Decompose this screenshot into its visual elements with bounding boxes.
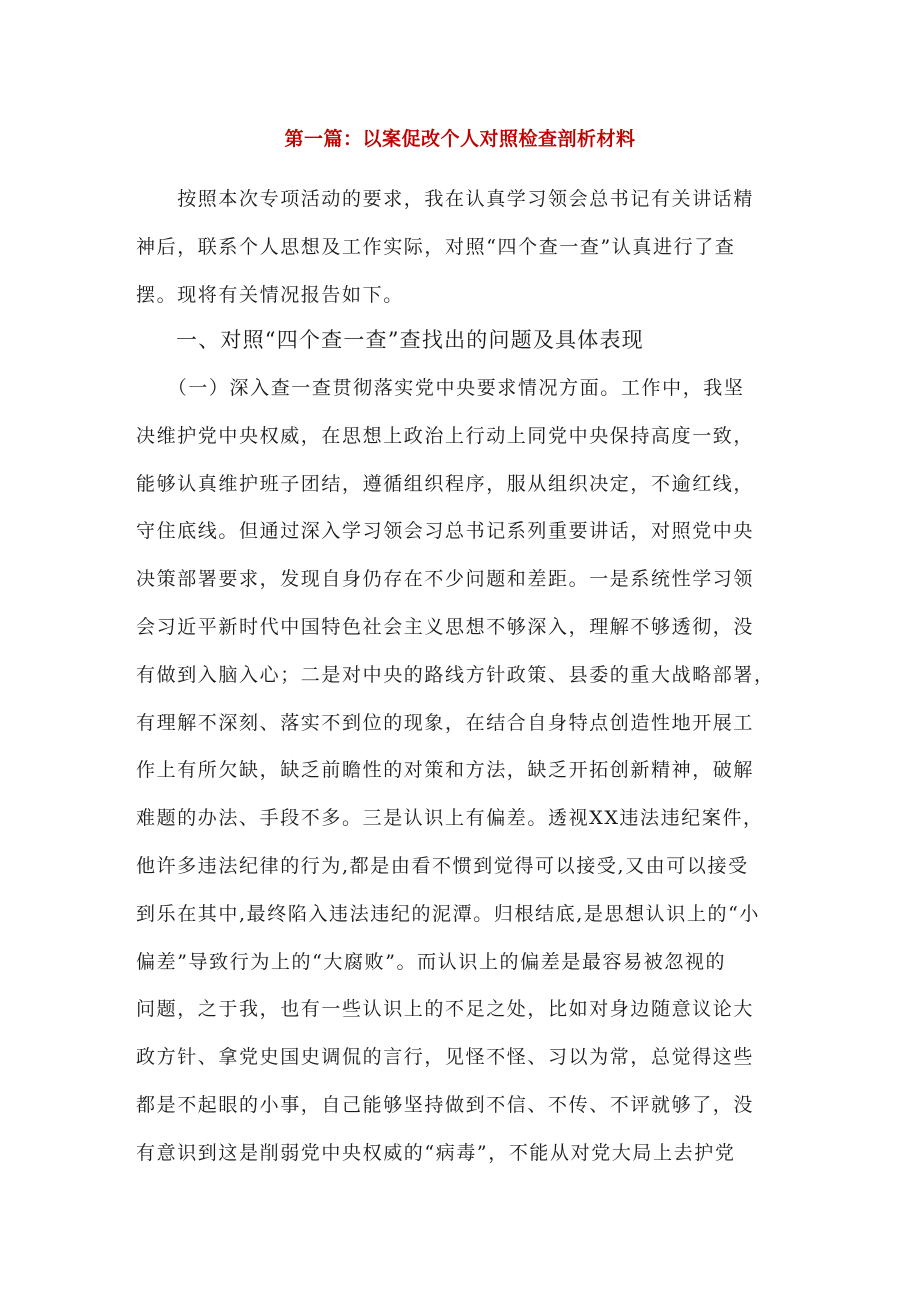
paragraph-line: 偏差”导致行为上的“大腐败”。而认识上的偏差是最容易被忽视的 — [136, 950, 727, 973]
paragraph-line: 会习近平新时代中国特色社会主义思想不够深入，理解不够透彻，没 — [136, 615, 755, 638]
paragraph-line: 作上有所欠缺，缺乏前瞻性的对策和方法，缺乏开拓创新精神，破解 — [136, 759, 755, 782]
paragraph-line: 有理解不深刻、落实不到位的现象，在结合自身特点创造性地开展工 — [136, 711, 755, 734]
document-title: 第一篇：以案促改个人对照检查剖析材料 — [284, 128, 636, 150]
paragraph-line: 难题的办法、手段不多。三是认识上有偏差。透视XX违法违纪案件， — [136, 807, 764, 830]
section-paragraph — [136, 365, 792, 1178]
paragraph-line: 能够认真维护班子团结，遵循组织程序，服从组织决定，不逾红线， — [136, 472, 755, 495]
paragraph-line: 到乐在其中,最终陷入违法违纪的泥潭。归根结底,是思想认识上的“小 — [136, 902, 760, 925]
paragraph-line: 按照本次专项活动的要求，我在认真学习领会总书记有关讲话精 — [136, 188, 755, 210]
paragraph-line: 神后，联系个人思想及工作实际，对照“四个查一查”认真进行了查 — [136, 235, 736, 258]
paragraph-line: 都是不起眼的小事，自己能够坚持做到不信、不传、不评就够了，没 — [136, 1093, 755, 1116]
paragraph-line: 决策部署要求，发现自身仍存在不少问题和差距。一是系统性学习领 — [136, 568, 755, 591]
paragraph-line: 有意识到这是削弱党中央权威的“病毒”，不能从对党大局上去护党 — [136, 1141, 736, 1164]
paragraph-line: 决维护党中央权威，在思想上政治上行动上同党中央保持高度一致， — [136, 424, 755, 447]
paragraph-line: 有做到入脑入心；二是对中央的路线方针政策、县委的重大战略部署， — [136, 663, 775, 686]
paragraph-line: 政方针、拿党史国史调侃的言行，见怪不怪、习以为常，总觉得这些 — [136, 1046, 755, 1069]
section-heading: 一、对照“四个查一查”查找出的问题及具体表现 — [176, 328, 644, 352]
intro-paragraph — [136, 176, 792, 319]
paragraph-line: 摆。现将有关情况报告如下。 — [136, 283, 404, 306]
paragraph-line: 他许多违法纪律的行为,都是由看不惯到觉得可以接受,又由可以接受 — [136, 854, 749, 877]
paragraph-line: 守住底线。但通过深入学习领会习总书记系列重要讲话，对照党中央 — [136, 520, 755, 543]
paragraph-line: 问题，之于我，也有一些认识上的不足之处，比如对身边随意议论大 — [136, 998, 755, 1021]
paragraph-line: （一）深入查一查贯彻落实党中央要求情况方面。工作中，我坚 — [136, 377, 745, 399]
